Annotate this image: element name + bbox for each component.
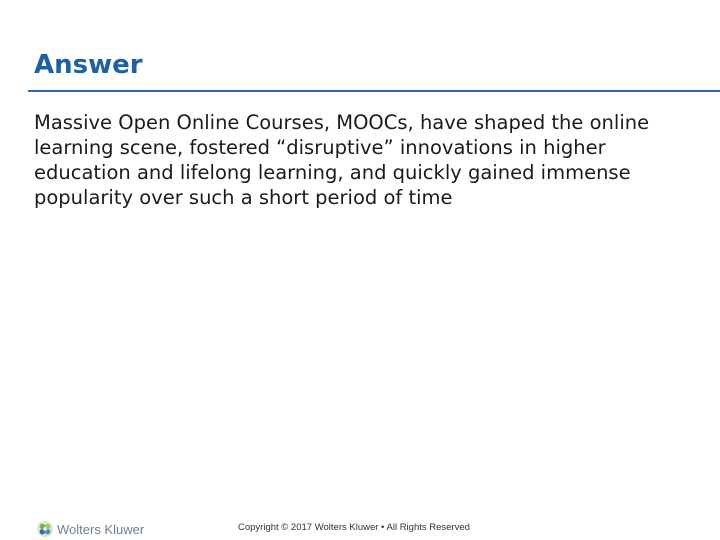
wolters-kluwer-logo-icon	[36, 520, 54, 538]
title-divider	[28, 90, 720, 92]
slide-title: Answer	[34, 50, 143, 80]
logo-wordmark: Wolters Kluwer	[57, 521, 145, 537]
footer-logo	[36, 519, 144, 539]
slide-body-text: Massive Open Online Courses, MOOCs, have shaped the online learning scene, fostered “disruptive” innovations in higher education and lifelong learning, and quickly gained immense popularity over such a short period of time	[34, 111, 650, 209]
copyright-text: Copyright © 2017 Wolters Kluwer • All Rights Reserved	[238, 522, 470, 533]
